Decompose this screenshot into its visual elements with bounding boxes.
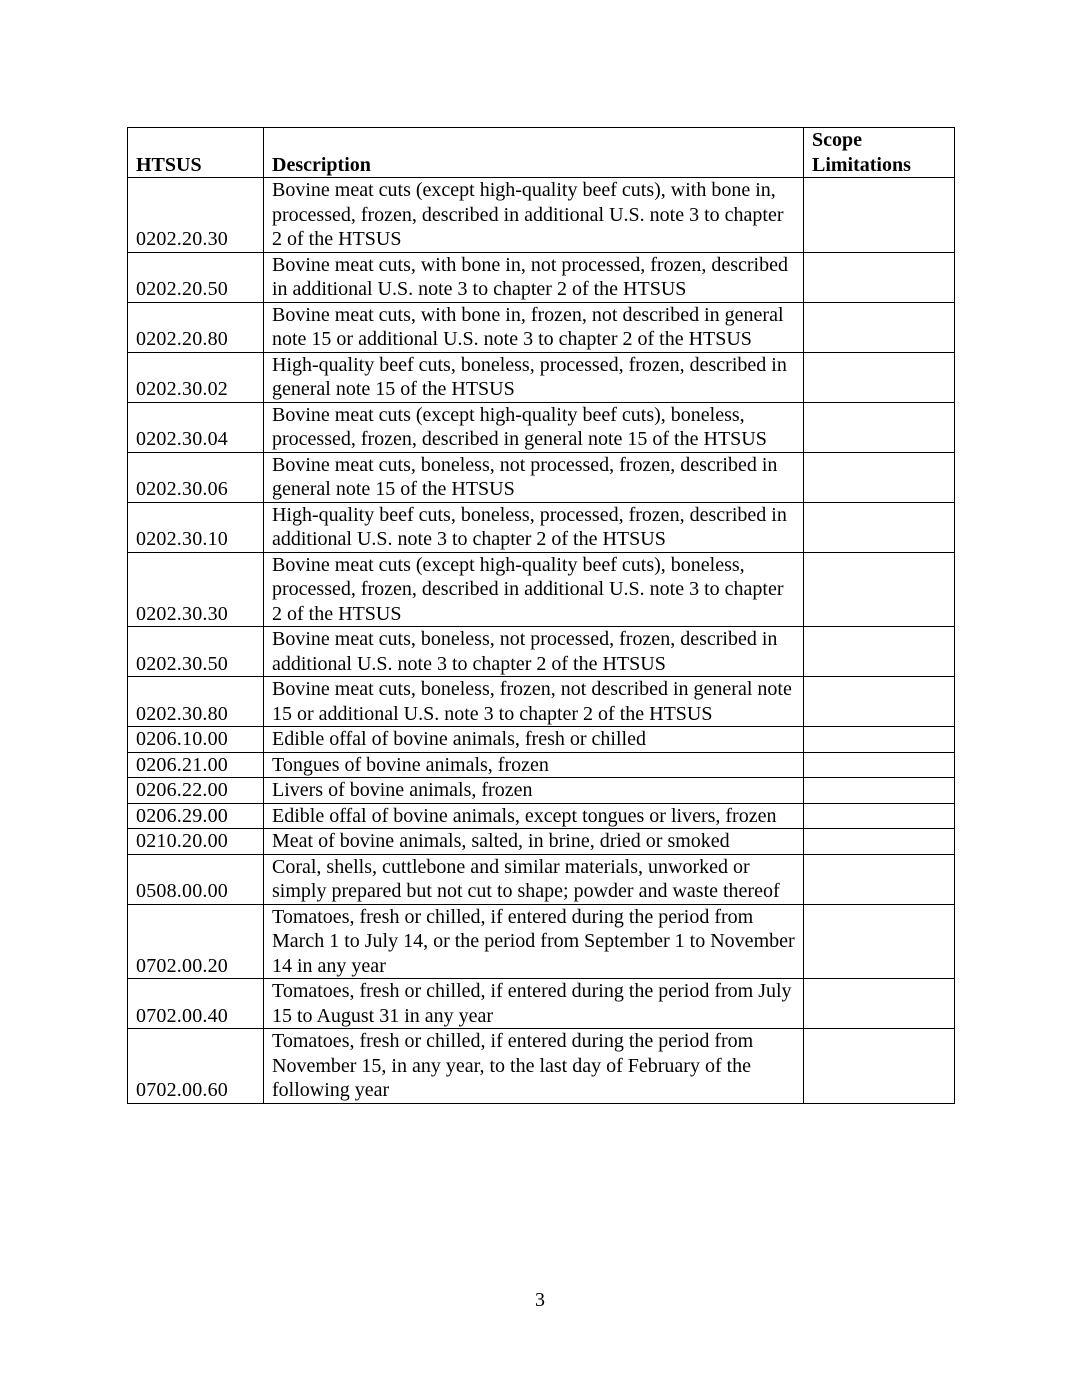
scope-limitations-cell	[804, 854, 955, 904]
table-row	[128, 452, 955, 502]
scope-limitations-cell	[804, 627, 955, 677]
description-cell: High-quality beef cuts, boneless, processed, frozen, described in general note 15 of the HTSUS	[264, 352, 804, 402]
table-row	[128, 803, 955, 829]
header-htsus: HTSUS	[128, 128, 264, 178]
htsus-code-cell: 0206.29.00	[128, 803, 264, 829]
table-row	[128, 904, 955, 979]
htsus-table	[127, 127, 955, 1104]
description-cell: Meat of bovine animals, salted, in brine, dried or smoked	[264, 829, 804, 855]
table-row	[128, 677, 955, 727]
htsus-code-cell: 0202.30.06	[128, 452, 264, 502]
scope-limitations-cell	[804, 252, 955, 302]
scope-limitations-cell	[804, 829, 955, 855]
scope-limitations-cell	[804, 677, 955, 727]
description-cell: Edible offal of bovine animals, except tongues or livers, frozen	[264, 803, 804, 829]
table-body	[128, 178, 955, 1104]
table-row	[128, 402, 955, 452]
scope-limitations-cell	[804, 302, 955, 352]
description-cell: Bovine meat cuts, boneless, frozen, not described in general note 15 or additional U.S. note 3 to chapter 2 of the HTSUS	[264, 677, 804, 727]
table-row	[128, 727, 955, 753]
scope-limitations-cell	[804, 452, 955, 502]
table-row	[128, 502, 955, 552]
htsus-code-cell: 0202.20.30	[128, 178, 264, 253]
table-row	[128, 752, 955, 778]
scope-limitations-cell	[804, 904, 955, 979]
description-cell: Tongues of bovine animals, frozen	[264, 752, 804, 778]
table-row	[128, 854, 955, 904]
scope-limitations-cell	[804, 1029, 955, 1104]
scope-limitations-cell	[804, 352, 955, 402]
description-cell: Bovine meat cuts (except high-quality beef cuts), with bone in, processed, frozen, described in additional U.S. note 3 to chapter 2 of the HTSUS	[264, 178, 804, 253]
table-row	[128, 252, 955, 302]
description-cell: Bovine meat cuts, boneless, not processed, frozen, described in additional U.S. note 3 to chapter 2 of the HTSUS	[264, 627, 804, 677]
htsus-code-cell: 0202.30.50	[128, 627, 264, 677]
scope-limitations-cell	[804, 727, 955, 753]
htsus-code-cell: 0202.20.50	[128, 252, 264, 302]
table-header-row	[128, 128, 955, 178]
table-row	[128, 1029, 955, 1104]
htsus-code-cell: 0508.00.00	[128, 854, 264, 904]
scope-limitations-cell	[804, 552, 955, 627]
htsus-code-cell: 0202.30.04	[128, 402, 264, 452]
scope-limitations-cell	[804, 178, 955, 253]
table-row	[128, 178, 955, 253]
table-row	[128, 552, 955, 627]
table-row	[128, 829, 955, 855]
htsus-code-cell: 0202.30.10	[128, 502, 264, 552]
description-cell: Tomatoes, fresh or chilled, if entered during the period from November 15, in any year, to the last day of February of the following year	[264, 1029, 804, 1104]
table-row	[128, 979, 955, 1029]
htsus-code-cell: 0702.00.20	[128, 904, 264, 979]
description-cell: Edible offal of bovine animals, fresh or chilled	[264, 727, 804, 753]
htsus-code-cell: 0206.22.00	[128, 778, 264, 804]
htsus-code-cell: 0206.10.00	[128, 727, 264, 753]
scope-limitations-cell	[804, 402, 955, 452]
description-cell: Tomatoes, fresh or chilled, if entered during the period from March 1 to July 14, or the period from September 1 to November 14 in any year	[264, 904, 804, 979]
htsus-code-cell: 0202.30.30	[128, 552, 264, 627]
description-cell: High-quality beef cuts, boneless, processed, frozen, described in additional U.S. note 3 to chapter 2 of the HTSUS	[264, 502, 804, 552]
header-scope-limitations	[804, 128, 955, 178]
description-cell: Tomatoes, fresh or chilled, if entered during the period from July 15 to August 31 in any year	[264, 979, 804, 1029]
htsus-code-cell: 0202.20.80	[128, 302, 264, 352]
description-cell: Bovine meat cuts (except high-quality beef cuts), boneless, processed, frozen, described in additional U.S. note 3 to chapter 2 of the HTSUS	[264, 552, 804, 627]
htsus-code-cell: 0202.30.02	[128, 352, 264, 402]
header-description: Description	[264, 128, 804, 178]
htsus-code-cell: 0210.20.00	[128, 829, 264, 855]
description-cell: Bovine meat cuts, boneless, not processed, frozen, described in general note 15 of the HTSUS	[264, 452, 804, 502]
htsus-code-cell: 0702.00.60	[128, 1029, 264, 1104]
description-cell: Bovine meat cuts (except high-quality beef cuts), boneless, processed, frozen, described in general note 15 of the HTSUS	[264, 402, 804, 452]
header-scope-line1: Scope	[812, 129, 862, 151]
table-row	[128, 352, 955, 402]
htsus-code-cell: 0202.30.80	[128, 677, 264, 727]
htsus-code-cell: 0206.21.00	[128, 752, 264, 778]
description-cell: Bovine meat cuts, with bone in, not processed, frozen, described in additional U.S. note 3 to chapter 2 of the HTSUS	[264, 252, 804, 302]
description-cell: Livers of bovine animals, frozen	[264, 778, 804, 804]
scope-limitations-cell	[804, 778, 955, 804]
page-number: 3	[535, 1289, 545, 1311]
table-row	[128, 778, 955, 804]
description-cell: Bovine meat cuts, with bone in, frozen, not described in general note 15 or additional U.S. note 3 to chapter 2 of the HTSUS	[264, 302, 804, 352]
header-scope-line2: Limitations	[812, 153, 911, 176]
scope-limitations-cell	[804, 979, 955, 1029]
htsus-code-cell: 0702.00.40	[128, 979, 264, 1029]
scope-limitations-cell	[804, 752, 955, 778]
scope-limitations-cell	[804, 502, 955, 552]
scope-limitations-cell	[804, 803, 955, 829]
description-cell: Coral, shells, cuttlebone and similar materials, unworked or simply prepared but not cut to shape; powder and waste thereof	[264, 854, 804, 904]
table-row	[128, 302, 955, 352]
table-row	[128, 627, 955, 677]
